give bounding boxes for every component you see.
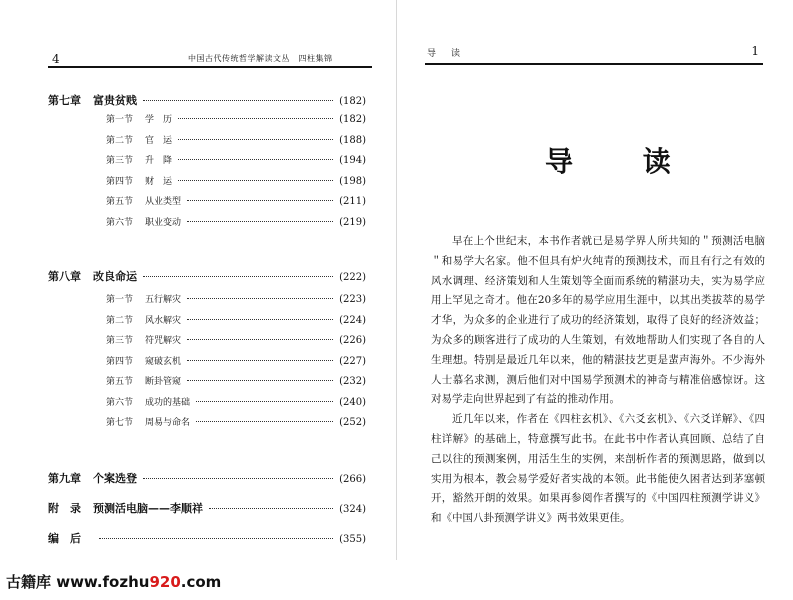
page-ref: (222) (339, 272, 366, 283)
page-ref: (182) (339, 114, 366, 125)
leader-dots (209, 508, 333, 509)
section-entry-title: 职业变动 (145, 217, 182, 228)
section-entry-title: 升 降 (145, 156, 173, 166)
leader-dots (187, 298, 333, 299)
right-page (397, 0, 793, 560)
toc-section-entry (106, 374, 366, 387)
paragraph: 早在上个世纪末，本书作者就已是易学界人所共知的＂预测活电脑＂和易学大名家。他不但具有炉火纯青的预测技术，而且有行之有效的风水调理、经济策划和人生策划等全面而系统的精湛功夫，实为易学应用上罕见之奇才。他在20多年的易学应用生涯中，以其出类拔萃的易学才华，为众多的企业进行了成功的经济策划，取得了良好的经济效益；为众多的顾客进行了成功的人生策划，有效地帮助人们实现了各自的人生理想。特别是最近几年以来，他的精湛技艺更是蜚声海外。不少海外人士慕名求测，测后他们对中国易学预测术的神奇与精准倍感惊讶。这对易学走向世界起到了有益的推动作用。 (431, 235, 765, 406)
toc-chapter-entry (48, 500, 366, 516)
page-ref: (188) (339, 134, 366, 146)
watermark-number: 920 (149, 573, 181, 591)
chapter-label: 编 后 (48, 532, 81, 545)
section-label: 第六节 (106, 217, 134, 228)
toc-section-entry (106, 133, 366, 146)
leader-dots (196, 401, 333, 402)
toc-section-entry (106, 292, 366, 305)
site-watermark (6, 571, 221, 592)
leader-dots (99, 538, 333, 539)
left-page-number: 4 (52, 52, 60, 66)
toc-section-entry (106, 395, 366, 408)
section-entry-title: 成功的基础 (145, 397, 191, 408)
paragraph: 近几年以来，作者在《四柱玄机》、《六爻玄机》、《六爻详解》、《四柱详解》的基础上，特意撰写此书。在此书中作者认真回顾、总结了自己以往的预测案例，用活生生的实例，来剖析作者的预测思路，做到以实用为根本，教会易学爱好者实战的本领。此书能使久困者达到茅塞顿开，豁然开朗的效果。如果再参阅作者撰写的《中国四柱预测学讲义》和《中国八卦预测学讲义》两书效果更佳。 (431, 413, 765, 525)
section-label: 第六节 (106, 397, 134, 408)
section-entry-title: 学 历 (145, 115, 173, 125)
page-ref: (252) (339, 417, 366, 428)
section-label: 第五节 (106, 377, 134, 387)
chapter-label: 第九章 (48, 472, 81, 485)
page-ref: (211) (339, 196, 366, 207)
section-entry-title: 风水解灾 (145, 315, 182, 326)
toc-chapter-entry (48, 530, 366, 546)
left-page (0, 0, 396, 560)
page-ref: (232) (339, 376, 366, 387)
toc-chapter-entry (48, 268, 366, 284)
toc-section-entry (106, 174, 366, 187)
right-running-title: 导 读 (427, 49, 464, 59)
toc-section-entry (106, 354, 366, 367)
chapter-entry-title: 个案选登 (93, 472, 137, 485)
toc-section-entry (106, 333, 366, 346)
page-ref: (266) (339, 474, 366, 485)
leader-dots (187, 360, 333, 361)
section-entry-title: 周易与命名 (145, 418, 191, 428)
leader-dots (187, 339, 333, 340)
leader-dots (178, 159, 333, 160)
section-label: 第四节 (106, 176, 134, 187)
toc-section-entry (106, 112, 366, 125)
page-ref: (226) (339, 335, 366, 346)
chapter-label: 第八章 (48, 270, 81, 283)
section-label: 第二节 (106, 135, 134, 146)
page-ref: (198) (339, 175, 366, 187)
section-entry-title: 窥破玄机 (145, 356, 182, 367)
toc-chapter-entry (48, 470, 366, 486)
page-ref: (324) (339, 504, 366, 515)
watermark-prefix: 古籍库 www.fozhu (6, 573, 150, 591)
section-entry-title: 从业类型 (145, 197, 182, 207)
section-label: 第二节 (106, 315, 134, 326)
page-ref: (223) (339, 294, 366, 305)
leader-dots (178, 180, 333, 181)
page-ref: (227) (339, 355, 366, 367)
section-label: 第五节 (106, 197, 134, 207)
left-header-rule (48, 66, 372, 68)
toc-section-entry (106, 194, 366, 207)
toc-section-entry (106, 313, 366, 326)
page-ref: (224) (339, 314, 366, 326)
leader-dots (187, 200, 333, 201)
toc-section-entry (106, 153, 366, 166)
watermark-suffix: .com (180, 573, 222, 591)
page-ref: (182) (339, 96, 366, 107)
leader-dots (143, 478, 333, 479)
section-label: 第四节 (106, 356, 134, 367)
toc-section-entry (106, 215, 366, 228)
chapter-entry-title: 富贵贫贱 (93, 94, 137, 107)
section-entry-title: 官 运 (145, 135, 173, 146)
section-entry-title: 断卦管窥 (145, 377, 182, 387)
leader-dots (187, 319, 333, 320)
chapter-label: 附 录 (48, 502, 81, 515)
section-entry-title: 符咒解灾 (145, 336, 182, 346)
chapter-entry-title: 预测活电脑——李顺祥 (93, 502, 203, 515)
leader-dots (196, 421, 333, 422)
body-text (431, 232, 765, 529)
section-label: 第一节 (106, 295, 134, 305)
toc-chapter-entry (48, 92, 366, 108)
section-label: 第三节 (106, 156, 134, 166)
chapter-entry-title: 改良命运 (93, 270, 137, 283)
section-label: 第一节 (106, 115, 134, 125)
leader-dots (178, 139, 333, 140)
page-ref: (194) (339, 155, 366, 166)
page-ref: (240) (339, 396, 366, 408)
right-page-number: 1 (751, 44, 759, 58)
section-entry-title: 财 运 (145, 176, 173, 187)
section-label: 第三节 (106, 336, 134, 346)
leader-dots (143, 276, 333, 277)
page-ref: (355) (339, 534, 366, 545)
leader-dots (178, 118, 333, 119)
left-running-title: 中国古代传统哲学解读文丛 四柱集锦 (188, 54, 333, 63)
section-label: 第七节 (106, 418, 134, 428)
chapter-label: 第七章 (48, 94, 81, 107)
leader-dots (187, 380, 333, 381)
chapter-title: 导 读 (545, 145, 701, 178)
leader-dots (143, 100, 333, 101)
section-entry-title: 五行解灾 (145, 295, 182, 305)
right-header-rule (425, 63, 763, 65)
leader-dots (187, 221, 333, 222)
toc-section-entry (106, 415, 366, 428)
page-ref: (219) (339, 216, 366, 228)
